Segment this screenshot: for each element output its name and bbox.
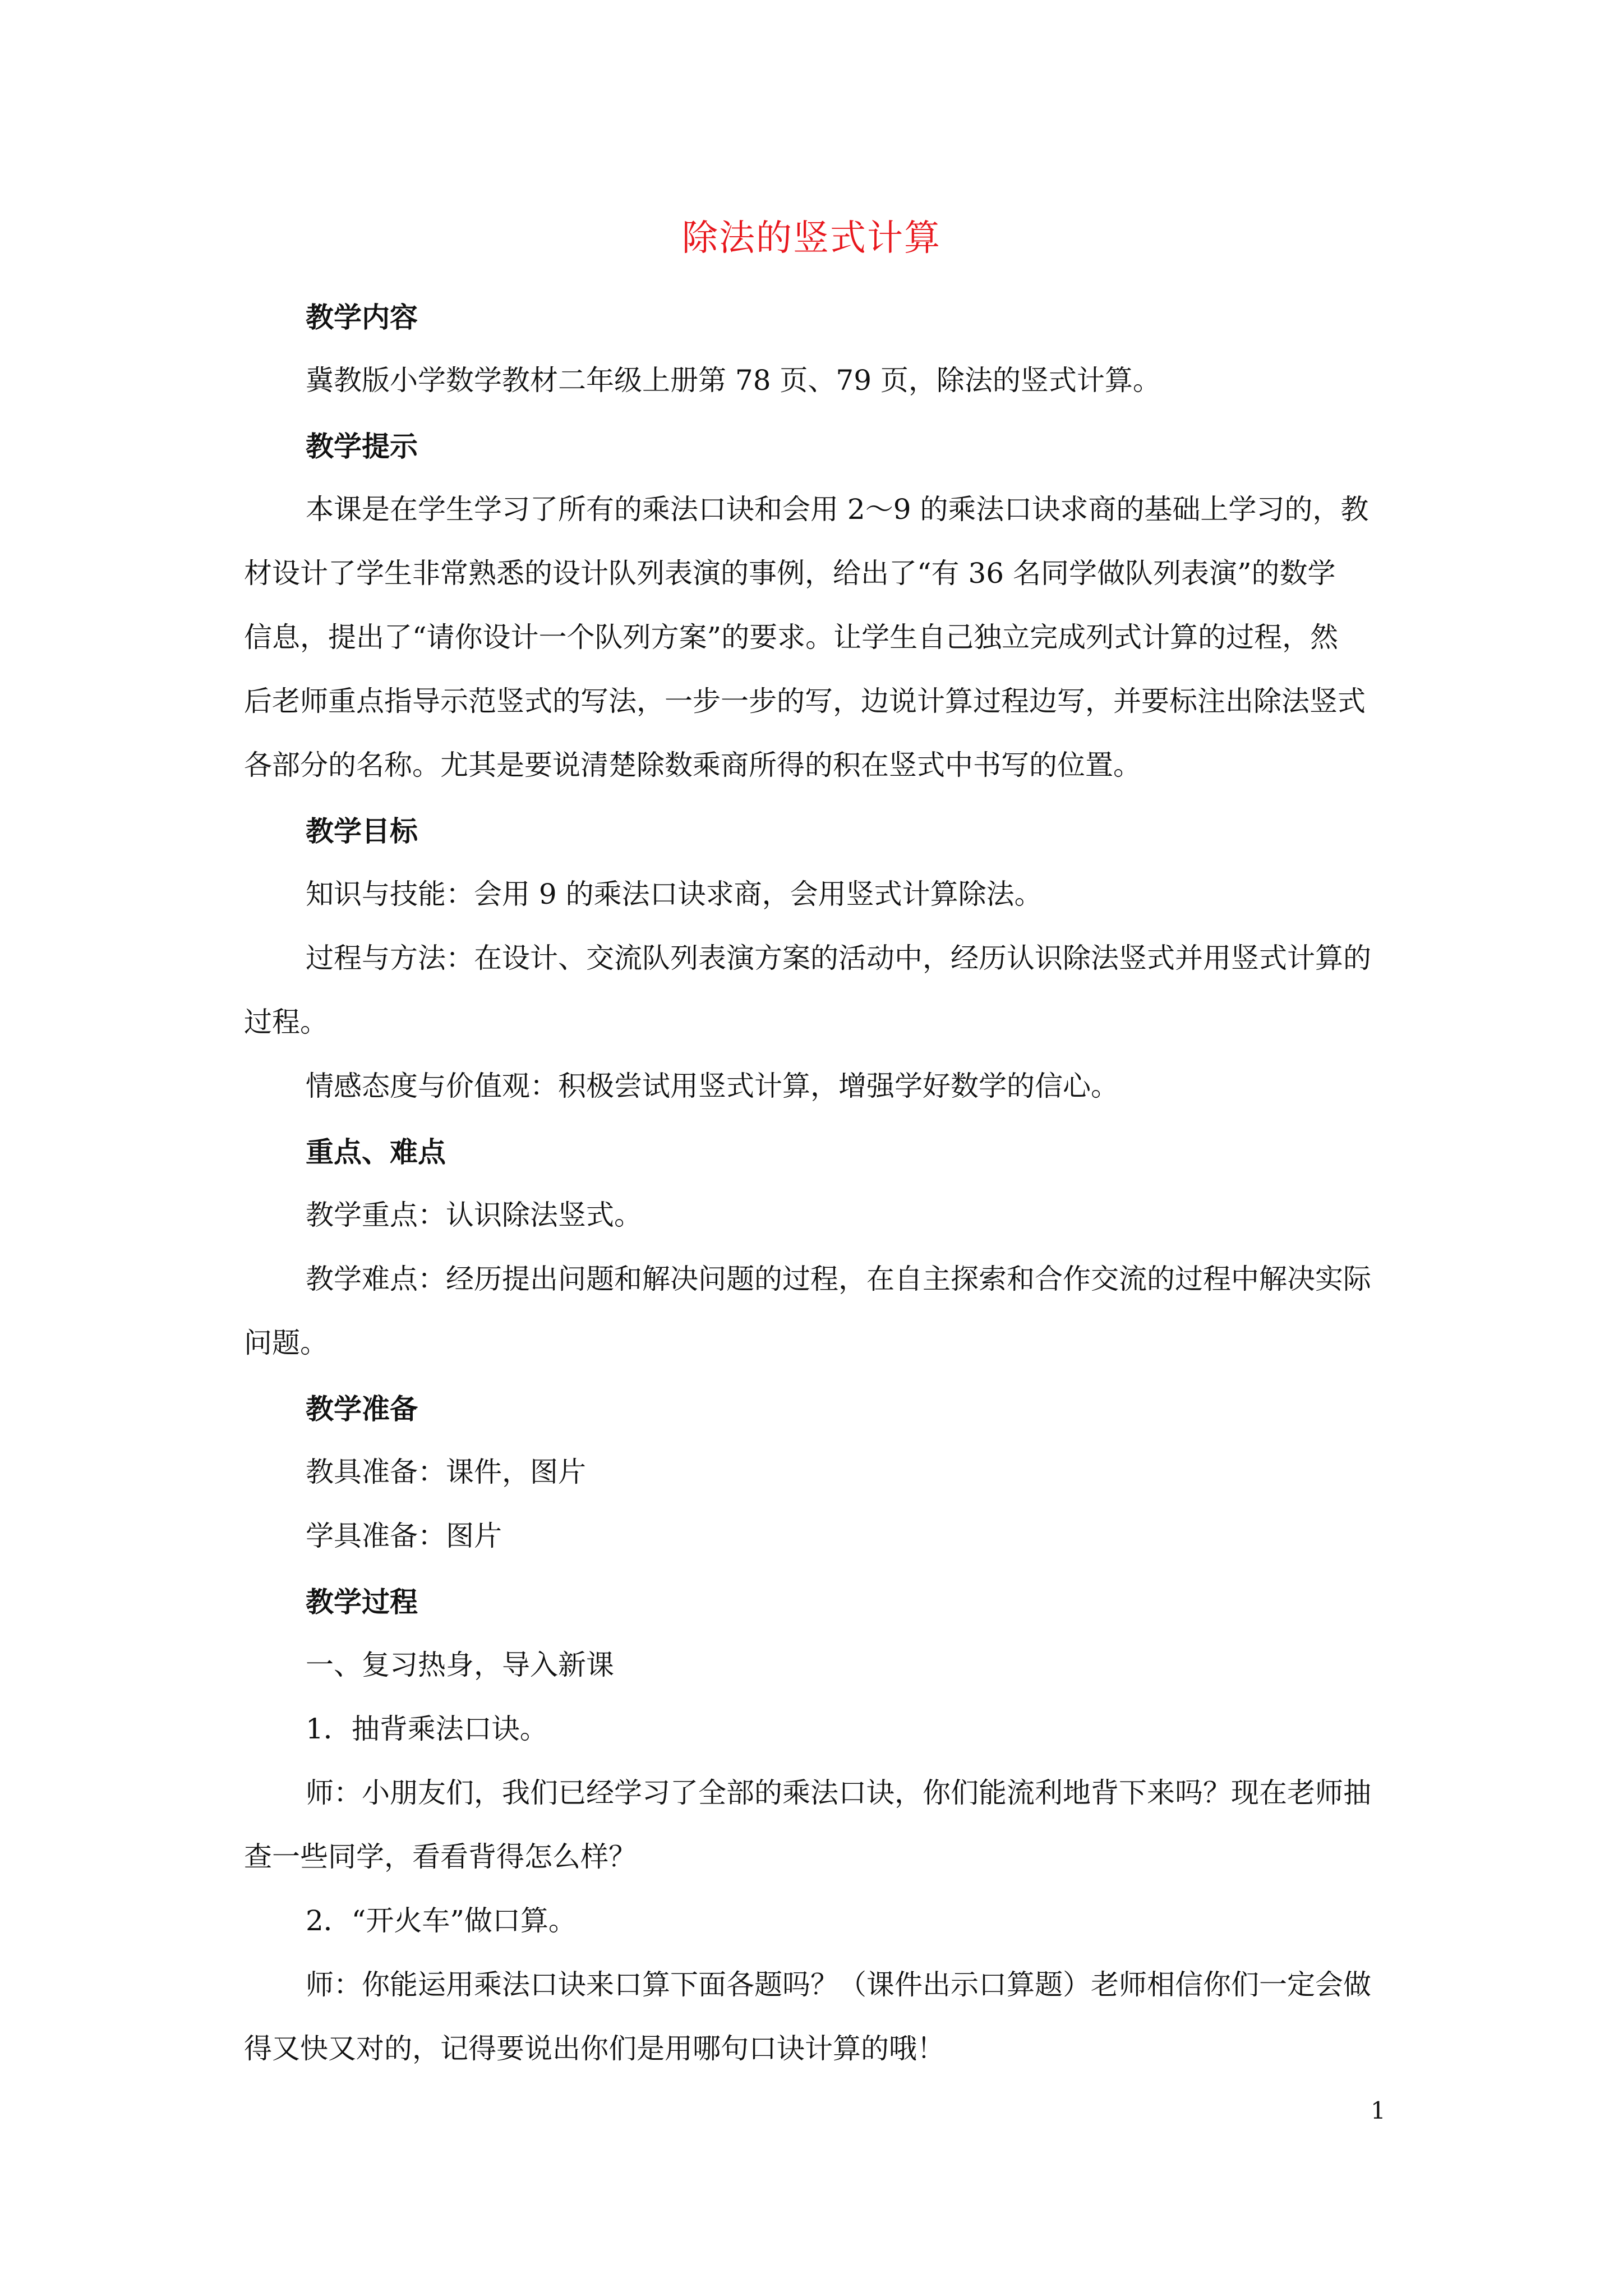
section-heading-process: 教学过程 [306, 1586, 418, 1618]
paragraph-line: 材设计了学生非常熟悉的设计队列表演的事例，给出了“有 36 名同学做队列表演”的数学 [244, 557, 1336, 590]
paragraph-line: 师：你能运用乘法口诀来口算下面各题吗？（课件出示口算题）老师相信你们一定会做 [306, 1968, 1371, 2001]
paragraph-line: 教学难点：经历提出问题和解决问题的过程，在自主探索和合作交流的过程中解决实际 [306, 1263, 1371, 1295]
paragraph-line: 教具准备：课件，图片 [306, 1456, 586, 1488]
paragraph-line: 后老师重点指导示范竖式的写法，一步一步的写，边说计算过程边写，并要标注出除法竖式 [244, 685, 1366, 717]
section-heading-key: 重点、难点 [306, 1136, 446, 1168]
section-heading-content: 教学内容 [306, 301, 418, 334]
paragraph-line: 冀教版小学数学教材二年级上册第 78 页、79 页，除法的竖式计算。 [306, 364, 1161, 397]
paragraph-line: 师：小朋友们，我们已经学习了全部的乘法口诀，你们能流利地背下来吗？现在老师抽 [306, 1777, 1371, 1809]
paragraph-line: 得又快又对的，记得要说出你们是用哪句口诀计算的哦！ [244, 2032, 945, 2065]
paragraph-line: 知识与技能：会用 9 的乘法口诀求商，会用竖式计算除法。 [306, 878, 1043, 910]
page-title: 除法的竖式计算 [682, 218, 941, 259]
page-number: 1 [1371, 2097, 1386, 2124]
paragraph-line: 过程。 [244, 1006, 328, 1038]
paragraph-line: 问题。 [244, 1327, 328, 1359]
paragraph-line: 过程与方法：在设计、交流队列表演方案的活动中，经历认识除法竖式并用竖式计算的 [306, 942, 1371, 974]
paragraph-line: 1．抽背乘法口诀。 [306, 1713, 548, 1745]
paragraph-line: 教学重点：认识除法竖式。 [306, 1199, 642, 1231]
paragraph-line: 2．“开火车”做口算。 [306, 1904, 577, 1937]
section-heading-hint: 教学提示 [306, 430, 418, 463]
section-heading-goals: 教学目标 [306, 815, 418, 848]
paragraph-line: 查一些同学，看看背得怎么样？ [244, 1841, 637, 1873]
paragraph-line: 学具准备：图片 [306, 1520, 502, 1552]
paragraph-line: 各部分的名称。尤其是要说清楚除数乘商所得的积在竖式中书写的位置。 [244, 749, 1141, 781]
section-heading-prep: 教学准备 [306, 1393, 418, 1425]
paragraph-line: 一、复习热身，导入新课 [306, 1649, 614, 1681]
paragraph-line: 情感态度与价值观：积极尝试用竖式计算，增强学好数学的信心。 [306, 1070, 1119, 1102]
paragraph-line: 本课是在学生学习了所有的乘法口诀和会用 2～9 的乘法口诀求商的基础上学习的，教 [306, 493, 1369, 526]
paragraph-line: 信息，提出了“请你设计一个队列方案”的要求。让学生自己独立完成列式计算的过程，然 [244, 621, 1339, 654]
